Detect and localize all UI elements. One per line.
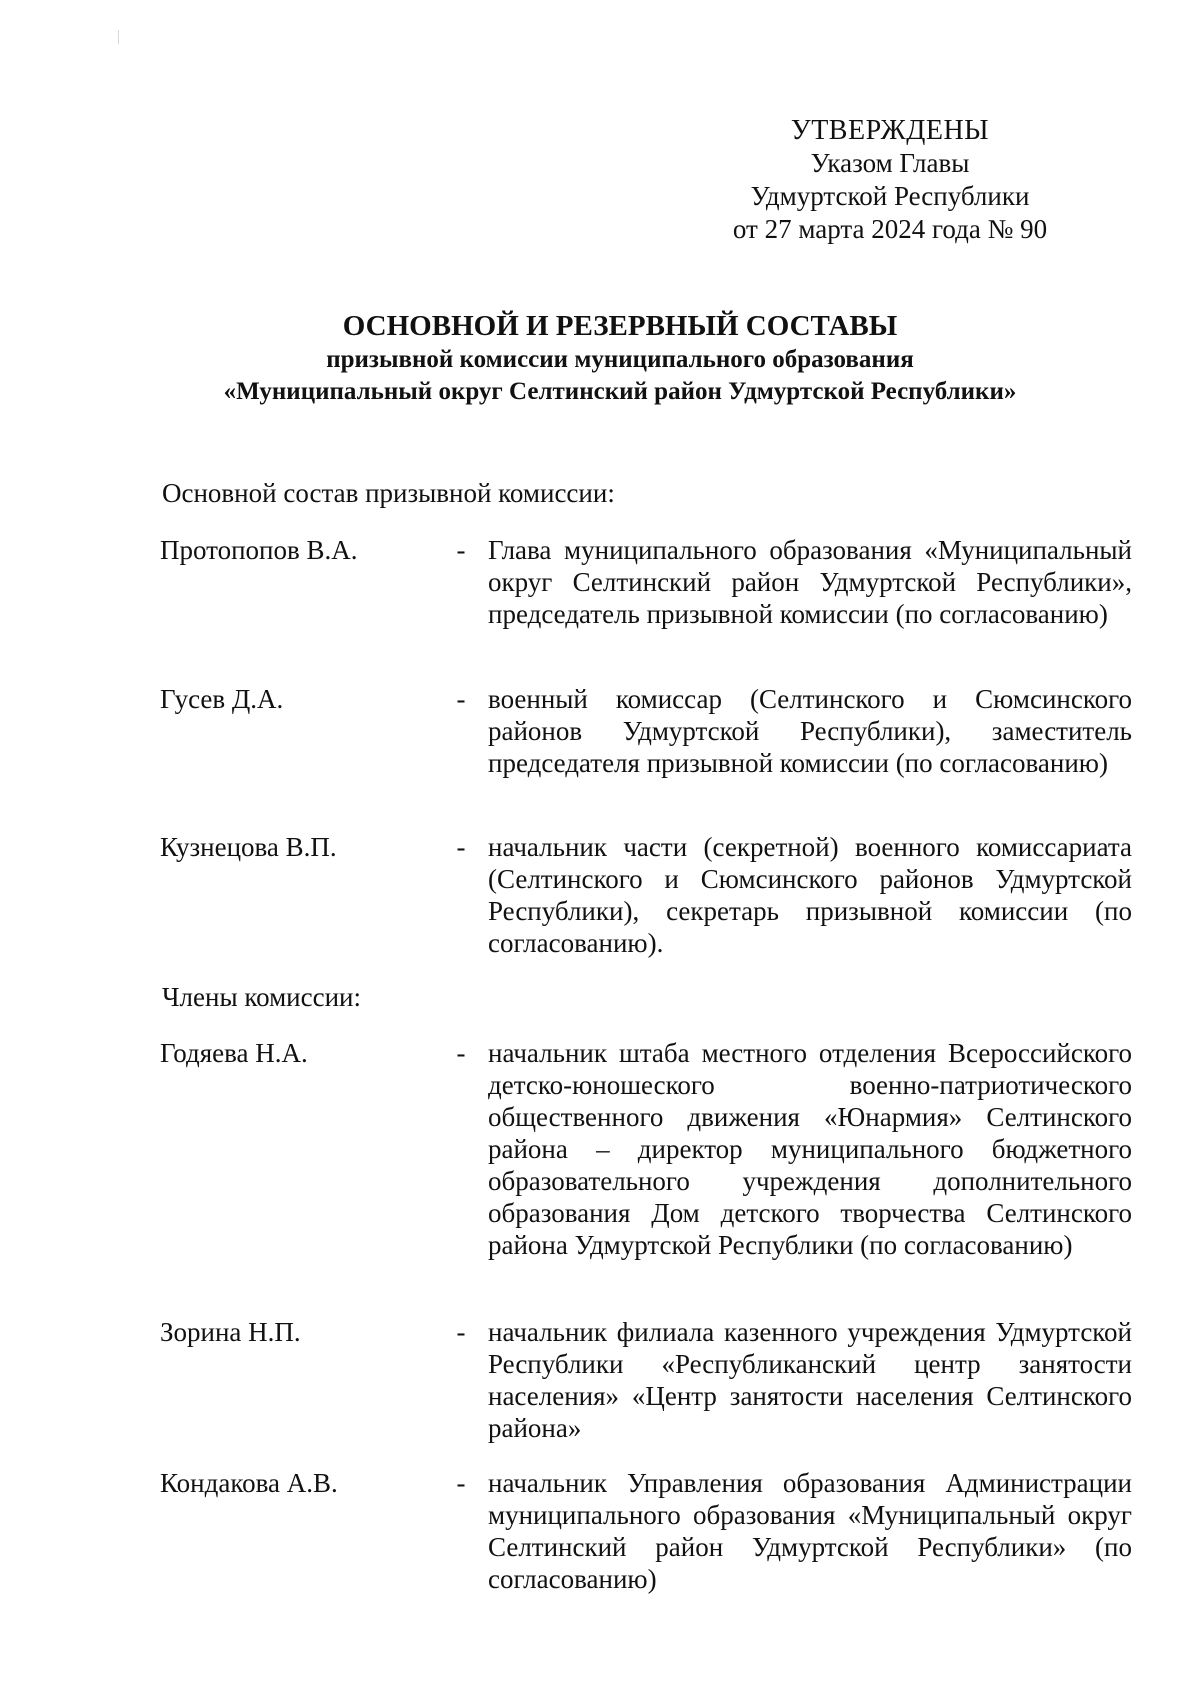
dash-separator: - bbox=[456, 1317, 466, 1347]
member-role: начальник филиала казенного учреждения Удмуртской Республики «Республиканский центр занятости населения» «Центр занятости населения Селтинского района» bbox=[488, 1317, 1132, 1443]
member-name: Гусев Д.А. bbox=[160, 684, 284, 714]
member-role: начальник штаба местного отделения Всероссийского детско-юношеского военно-патриотического общественного движения «Юнармия» Селтинского района – директор муниципального бюджетного образовательного учреждения дополнительного образования Дом детского творчества Селтинского района Удмуртской Республики (по согласованию) bbox=[488, 1038, 1132, 1260]
member-name: Кузнецова В.П. bbox=[160, 832, 337, 862]
title-line-1: ОСНОВНОЙ И РЕЗЕРВНЫЙ СОСТАВЫ bbox=[342, 310, 898, 342]
dash-separator: - bbox=[456, 1038, 466, 1068]
dash-separator: - bbox=[456, 832, 466, 862]
member-role: Глава муниципального образования «Муниципальный округ Селтинский район Удмуртской Республики», председатель призывной комиссии (по согласованию) bbox=[488, 535, 1132, 629]
scan-artifact bbox=[118, 30, 119, 44]
dash-separator: - bbox=[456, 684, 466, 714]
member-role: начальник части (секретной) военного комиссариата (Селтинского и Сюмсинского районов Удмуртской Республики), секретарь призывной комиссии (по согласованию). bbox=[488, 832, 1132, 958]
member-role: начальник Управления образования Администрации муниципального образования «Муниципальный округ Селтинский район Удмуртской Республики» (по согласованию) bbox=[488, 1468, 1132, 1594]
approval-block bbox=[700, 114, 1080, 246]
approval-heading: УТВЕРЖДЕНЫ bbox=[790, 115, 990, 146]
dash-separator: - bbox=[456, 1468, 466, 1498]
member-role: военный комиссар (Селтинского и Сюмсинского районов Удмуртской Республики), заместитель председателя призывной комиссии (по согласованию) bbox=[488, 684, 1132, 778]
approval-republic-line: Удмуртской Республики bbox=[750, 181, 1030, 211]
document-title bbox=[120, 308, 1120, 408]
title-line-2: призывной комиссии муниципального образования bbox=[326, 346, 914, 373]
members-section-heading: Члены комиссии: bbox=[162, 982, 361, 1012]
main-section-heading: Основной состав призывной комиссии: bbox=[162, 478, 615, 508]
approval-date-line: от 27 марта 2024 года № 90 bbox=[732, 214, 1048, 244]
dash-separator: - bbox=[456, 535, 466, 565]
member-name: Кондакова А.В. bbox=[160, 1468, 338, 1498]
member-name: Годяева Н.А. bbox=[160, 1038, 308, 1068]
approval-decree-line: Указом Главы bbox=[810, 148, 970, 178]
title-line-3: «Муниципальный округ Селтинский район Удмуртской Республики» bbox=[223, 378, 1017, 405]
member-name: Протопопов В.А. bbox=[160, 535, 358, 565]
member-name: Зорина Н.П. bbox=[160, 1317, 301, 1347]
